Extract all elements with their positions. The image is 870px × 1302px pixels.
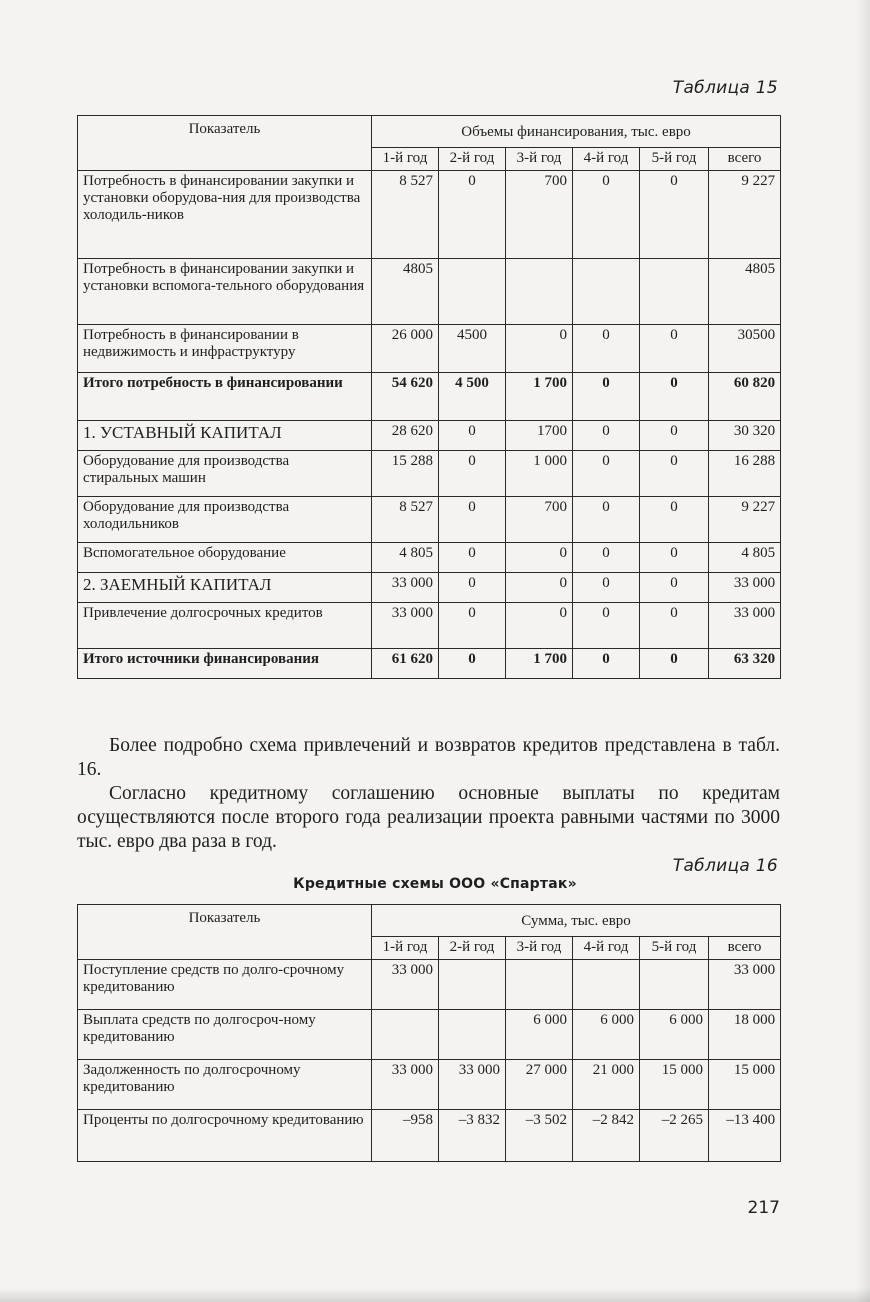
table-row — [78, 450, 781, 496]
row-value: 9 227 — [709, 496, 781, 542]
row-value: 0 — [573, 372, 640, 420]
row-value: 16 288 — [709, 450, 781, 496]
row-value: 700 — [506, 170, 573, 258]
row-value: 33 000 — [709, 602, 781, 648]
row-value: 0 — [573, 648, 640, 678]
row-value: –2 842 — [573, 1109, 640, 1161]
row-value: 63 320 — [709, 648, 781, 678]
row-value: 0 — [573, 450, 640, 496]
row-label: Привлечение долгосрочных кредитов — [78, 602, 372, 648]
row-value: 0 — [640, 372, 709, 420]
row-value: 0 — [439, 496, 506, 542]
header-total: всего — [709, 937, 781, 959]
row-value: 0 — [439, 648, 506, 678]
header-indicator: Показатель — [78, 116, 372, 171]
row-value: 60 820 — [709, 372, 781, 420]
row-value: 0 — [573, 496, 640, 542]
row-value: 33 000 — [372, 1059, 439, 1109]
row-value: 0 — [640, 420, 709, 450]
header-year-1: 1-й год — [372, 937, 439, 959]
row-value: 1 700 — [506, 648, 573, 678]
table-row — [78, 258, 781, 324]
row-label: Оборудование для производства стиральных машин — [78, 450, 372, 496]
row-value — [372, 1009, 439, 1059]
row-label: Выплата средств по долгосроч-ному кредитованию — [78, 1009, 372, 1059]
row-value: 0 — [439, 602, 506, 648]
row-value: –13 400 — [709, 1109, 781, 1161]
row-value: –2 265 — [640, 1109, 709, 1161]
table-row — [78, 959, 781, 1009]
row-value — [439, 1009, 506, 1059]
credit-schemes-table — [77, 904, 781, 1162]
row-value: 15 000 — [709, 1059, 781, 1109]
row-value: 0 — [640, 572, 709, 602]
table-row — [78, 170, 781, 258]
row-value: 30 320 — [709, 420, 781, 450]
row-value: 15 288 — [372, 450, 439, 496]
header-year-4: 4-й год — [573, 937, 640, 959]
row-label: Потребность в финансировании в недвижимость и инфраструктуру — [78, 324, 372, 372]
row-value: 30500 — [709, 324, 781, 372]
row-label: 2. ЗАЕМНЫЙ КАПИТАЛ — [78, 572, 372, 602]
row-value — [439, 959, 506, 1009]
header-year-2: 2-й год — [439, 148, 506, 170]
row-value: –958 — [372, 1109, 439, 1161]
row-value: 0 — [573, 542, 640, 572]
header-year-3: 3-й год — [506, 937, 573, 959]
header-group: Сумма, тыс. евро — [372, 905, 781, 937]
row-value: 18 000 — [709, 1009, 781, 1059]
paragraph-1: Более подробно схема привлечений и возвратов кредитов представлена в табл. 16. — [77, 735, 780, 780]
header-group: Объемы финансирования, тыс. евро — [372, 116, 781, 148]
table-row — [78, 1109, 781, 1161]
row-value: 28 620 — [372, 420, 439, 450]
row-value: 1700 — [506, 420, 573, 450]
row-value — [506, 258, 573, 324]
row-label: Потребность в финансировании закупки и установки вспомога-тельного оборудования — [78, 258, 372, 324]
row-value — [573, 258, 640, 324]
row-value: 33 000 — [709, 572, 781, 602]
row-value: 4805 — [372, 258, 439, 324]
row-label: Итого потребность в финансировании — [78, 372, 372, 420]
row-value: 0 — [640, 450, 709, 496]
header-year-5: 5-й год — [640, 148, 709, 170]
row-value: 9 227 — [709, 170, 781, 258]
table-15-caption: Таблица 15 — [672, 78, 778, 98]
row-value: 4805 — [709, 258, 781, 324]
table-row — [78, 1059, 781, 1109]
row-value: 0 — [573, 420, 640, 450]
header-year-3: 3-й год — [506, 148, 573, 170]
row-value: 21 000 — [573, 1059, 640, 1109]
row-value: 33 000 — [709, 959, 781, 1009]
table-row — [78, 1009, 781, 1059]
table-row — [78, 542, 781, 572]
row-value — [640, 258, 709, 324]
row-value: 4 805 — [372, 542, 439, 572]
financing-volumes-table — [77, 115, 781, 679]
header-year-1: 1-й год — [372, 148, 439, 170]
row-value: 0 — [439, 420, 506, 450]
row-value: 0 — [439, 572, 506, 602]
header-indicator: Показатель — [78, 905, 372, 960]
row-value: 6 000 — [573, 1009, 640, 1059]
table-row — [78, 420, 781, 450]
table-row — [78, 572, 781, 602]
row-value: 15 000 — [640, 1059, 709, 1109]
row-value: 4500 — [439, 324, 506, 372]
row-value: 1 700 — [506, 372, 573, 420]
header-year-5: 5-й год — [640, 937, 709, 959]
row-value — [506, 959, 573, 1009]
header-year-2: 2-й год — [439, 937, 506, 959]
page-bottom-edge — [0, 1288, 870, 1302]
row-value: 33 000 — [372, 572, 439, 602]
table-row — [78, 324, 781, 372]
row-value: 0 — [640, 170, 709, 258]
row-value: 0 — [506, 542, 573, 572]
row-label: Вспомогательное оборудование — [78, 542, 372, 572]
row-value: 0 — [640, 324, 709, 372]
row-label: 1. УСТАВНЫЙ КАПИТАЛ — [78, 420, 372, 450]
row-value: 0 — [640, 542, 709, 572]
row-value: 33 000 — [439, 1059, 506, 1109]
row-label: Потребность в финансировании закупки и установки оборудова-ния для производства холодиль-ников — [78, 170, 372, 258]
page-edge-shadow — [856, 0, 870, 1302]
row-value: 6 000 — [506, 1009, 573, 1059]
row-value: 27 000 — [506, 1059, 573, 1109]
header-total: всего — [709, 148, 781, 170]
row-value: 4 805 — [709, 542, 781, 572]
row-label: Итого источники финансирования — [78, 648, 372, 678]
page-number: 217 — [747, 1198, 780, 1218]
row-value: 8 527 — [372, 496, 439, 542]
row-value: 0 — [506, 602, 573, 648]
row-value: 0 — [506, 572, 573, 602]
row-value — [640, 959, 709, 1009]
paragraph-2: Согласно кредитному соглашению основные выплаты по кредитам осуществляются после второго года реализации проекта равными частями по 3000 тыс. евро два раза в год. — [77, 783, 780, 852]
header-year-4: 4-й год — [573, 148, 640, 170]
row-value: 1 000 — [506, 450, 573, 496]
table-row — [78, 372, 781, 420]
row-value: 0 — [573, 602, 640, 648]
table-row — [78, 496, 781, 542]
row-value: 0 — [573, 572, 640, 602]
row-value: 700 — [506, 496, 573, 542]
row-value: 0 — [439, 450, 506, 496]
row-value: 4 500 — [439, 372, 506, 420]
row-value: 0 — [439, 542, 506, 572]
table-row — [78, 602, 781, 648]
row-value — [573, 959, 640, 1009]
row-value: 0 — [640, 602, 709, 648]
row-value: 6 000 — [640, 1009, 709, 1059]
row-label: Задолженность по долгосрочному кредитованию — [78, 1059, 372, 1109]
row-value: 61 620 — [372, 648, 439, 678]
row-value: 0 — [439, 170, 506, 258]
table-row — [78, 648, 781, 678]
row-value: –3 502 — [506, 1109, 573, 1161]
row-value: 0 — [573, 170, 640, 258]
row-value: 0 — [640, 496, 709, 542]
row-value: –3 832 — [439, 1109, 506, 1161]
row-label: Поступление средств по долго-срочному кредитованию — [78, 959, 372, 1009]
row-value: 0 — [640, 648, 709, 678]
table-16-title: Кредитные схемы ООО «Спартак» — [293, 876, 577, 892]
row-value: 0 — [573, 324, 640, 372]
row-label: Проценты по долгосрочному кредитованию — [78, 1109, 372, 1161]
row-value — [439, 258, 506, 324]
row-value: 33 000 — [372, 959, 439, 1009]
row-label: Оборудование для производства холодильников — [78, 496, 372, 542]
row-value: 26 000 — [372, 324, 439, 372]
table-16-caption: Таблица 16 — [672, 856, 778, 876]
row-value: 54 620 — [372, 372, 439, 420]
row-value: 8 527 — [372, 170, 439, 258]
row-value: 0 — [506, 324, 573, 372]
row-value: 33 000 — [372, 602, 439, 648]
